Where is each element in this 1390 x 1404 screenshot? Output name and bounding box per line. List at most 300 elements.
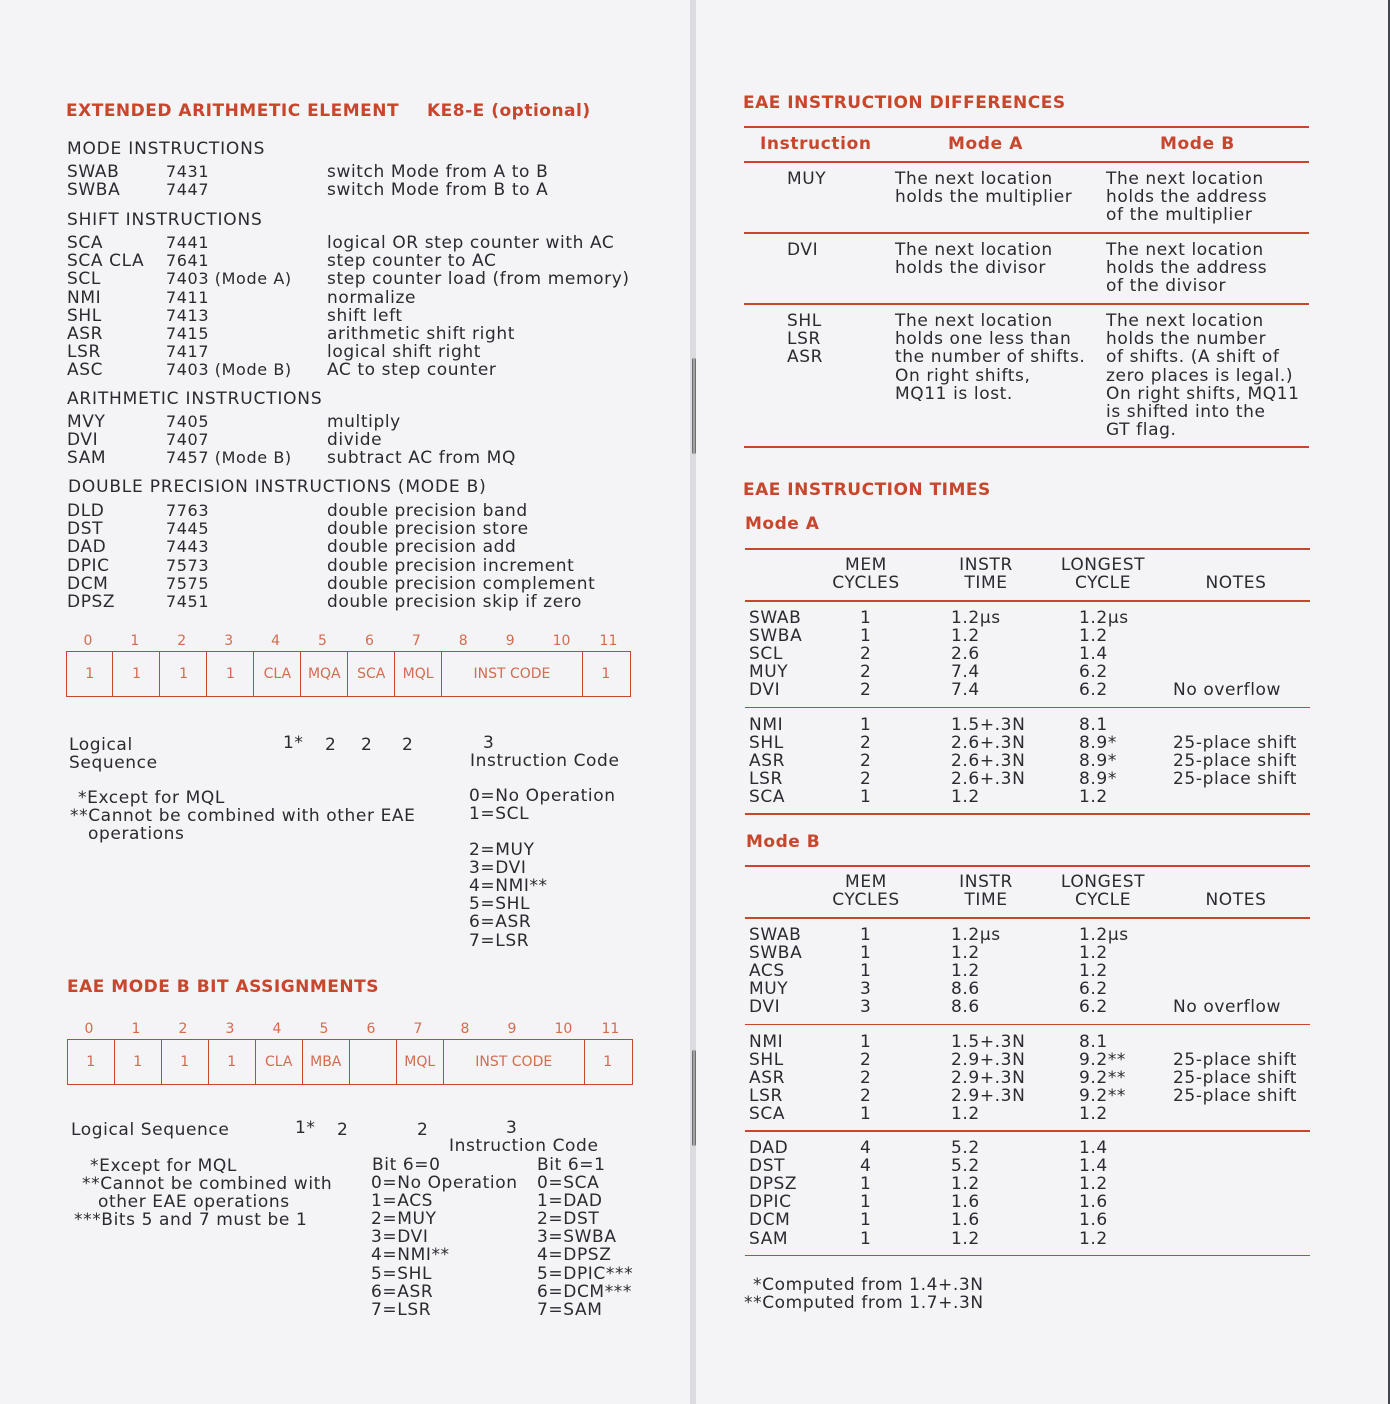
note-b-cannot-combine: **Cannot be combined with [82,1174,333,1194]
sequence-2b: 2 [361,735,373,755]
diff-mode-b: holds the address [1106,258,1268,279]
register-diagram-mode-a [66,651,631,697]
opcode: 7575 [166,573,210,593]
mem-cycles: 1 [860,1174,872,1195]
mnemonic: DLD [67,501,105,521]
mnemonic: DVI [67,430,99,451]
bit-number: 4 [272,1021,282,1037]
diff-mode-b: is shifted into the [1106,402,1266,422]
differences-title: EAE INSTRUCTION DIFFERENCES [743,93,1066,113]
diff-mode-b: The next location [1106,169,1264,189]
mnemonic: DST [67,519,104,540]
note-operations: operations [88,824,185,844]
longest-cycle: 9.2** [1079,1049,1127,1070]
mnemonic: DPSZ [67,592,116,612]
register-cell: INST CODE [444,1040,585,1084]
page-title: EXTENDED ARITHMETIC ELEMENT [66,101,400,121]
mem-cycles: 1 [860,1031,872,1052]
mem-cycles: 2 [860,644,872,665]
bit-number: 0 [83,633,93,649]
code-entry: 5=DPIC*** [537,1263,634,1284]
description: step counter to AC [327,251,497,272]
code-entry: 3=DVI [371,1227,429,1248]
opcode: 7641 [166,251,210,271]
divider [744,126,1309,128]
mem-cycles: 2 [860,662,872,683]
bit-number: 11 [601,1021,620,1037]
opcode: 7403 (Mode B) [166,360,292,380]
op-name: LSR [749,768,783,789]
note-b-other-ops: other EAE operations [98,1192,290,1212]
op-name: SWAB [749,925,802,945]
bit-number: 10 [552,633,571,649]
mnemonic: LSR [67,342,101,363]
longest-cycle: 1.2 [1079,1228,1108,1249]
mem-cycles: 2 [860,680,872,701]
instr-time: 2.6+.3N [951,768,1026,789]
diff-instruction: ASR [787,347,824,368]
bit-number: 4 [271,633,281,649]
bit-number: 8 [458,633,468,649]
opcode: 7411 [166,287,210,307]
opcode: 7457 (Mode B) [166,448,292,468]
description: logical OR step counter with AC [327,233,615,253]
instruction-code-label: Instruction Code [470,751,620,771]
mnemonic: SCA CLA [67,251,145,272]
register-cell: SCA [349,652,395,696]
mnemonic: DAD [67,537,107,558]
mnemonic: SWAB [67,162,120,182]
op-name: ASR [749,1067,786,1088]
description: multiply [327,412,401,432]
bit-number: 2 [177,633,187,649]
mode-instructions-heading: MODE INSTRUCTIONS [67,139,266,159]
bit-number: 3 [225,1021,235,1037]
mnemonic: SCL [67,269,101,290]
header-notes: NOTES [1205,573,1267,593]
longest-cycle: 6.2 [1079,680,1108,701]
code-entry: 5=SHL [371,1263,433,1284]
header-time: TIME [964,890,1008,910]
instr-time: 8.6 [951,979,980,1000]
instr-time: 1.5+.3N [951,1031,1026,1052]
longest-cycle: 1.2 [1079,786,1108,807]
instr-time: 7.4 [951,662,980,683]
longest-cycle: 8.1 [1079,714,1108,735]
code-entry: 7=LSR [469,930,530,951]
op-name: DVI [749,680,781,701]
diff-mode-a: holds the divisor [895,258,1046,279]
mnemonic: SAM [67,448,107,469]
header-instr: INSTR [959,555,1013,575]
diff-mode-a: The next location [895,311,1053,331]
longest-cycle: 8.9* [1079,750,1117,771]
code-entry: 4=NMI** [371,1245,450,1266]
opcode: 7415 [166,324,210,343]
mnemonic: DPIC [67,555,110,576]
instr-time: 1.2 [951,943,980,964]
code-entry: 7=SAM [537,1299,603,1320]
divider [745,548,1310,550]
register-cell: 1 [68,1040,115,1084]
instr-time: 1.2 [951,626,980,647]
op-name: LSR [749,1085,783,1106]
mem-cycles: 1 [860,943,872,964]
register-cell: 1 [208,652,254,696]
code-entry: 2=DST [537,1209,600,1230]
diff-instruction: SHL [787,311,822,331]
note-b-bits-5-7: ***Bits 5 and 7 must be 1 [74,1210,308,1230]
op-name: NMI [749,714,784,735]
times-title: EAE INSTRUCTION TIMES [743,480,991,500]
code-entry: 2=MUY [469,840,535,860]
mem-cycles: 1 [860,608,872,628]
opcode: 7451 [166,592,210,611]
footnote-2: **Computed from 1.7+.3N [744,1293,984,1313]
mem-cycles: 1 [860,1103,872,1124]
arithmetic-instructions-heading: ARITHMETIC INSTRUCTIONS [67,389,323,409]
code-entry: 6=ASR [469,912,532,933]
register-cell: MQL [397,1040,444,1084]
code-entry: 2=MUY [371,1209,437,1230]
opcode: 7441 [166,233,210,252]
opcode: 7407 [166,430,210,450]
bit-number: 1 [131,1021,141,1037]
opcode: 7413 [166,305,210,325]
mode-b-bit-assignments-title: EAE MODE B BIT ASSIGNMENTS [67,977,379,997]
description: normalize [327,287,417,308]
diff-mode-b: The next location [1106,240,1264,260]
instr-time: 2.6 [951,644,980,665]
header-mem: MEM [845,555,887,575]
description: double precision store [327,519,529,540]
diff-mode-b: of the multiplier [1106,205,1253,226]
instr-time: 1.2 [951,1174,980,1195]
divider [745,707,1310,709]
instr-time: 2.9+.3N [951,1049,1026,1070]
divider [745,917,1310,919]
diff-mode-a: On right shifts, [895,365,1031,386]
mem-cycles: 1 [860,1192,872,1213]
register-cell [350,1040,397,1084]
bit-number: 9 [507,1021,517,1037]
sequence-2c: 2 [402,735,414,755]
mnemonic: SCA [67,233,104,253]
header-mem: MEM [845,872,887,892]
longest-cycle: 6.2 [1079,997,1108,1018]
register-cell: MQA [302,652,348,696]
op-name: DAD [749,1138,789,1158]
register-diagram-mode-b [67,1039,633,1085]
instruction-code-b-label: Instruction Code [449,1136,599,1156]
opcode: 7405 [166,412,210,431]
opcode: 7445 [166,519,210,539]
longest-cycle: 8.1 [1079,1031,1108,1052]
sequence-b-3: 3 [506,1118,518,1138]
bit-number: 1 [130,633,140,649]
bit-number: 2 [178,1021,188,1037]
opcode: 7447 [166,180,210,200]
bit6-0-label: Bit 6=0 [372,1155,441,1175]
divider [745,1255,1310,1257]
longest-cycle: 1.2 [1079,1174,1108,1195]
header-cycles: CYCLES [832,573,900,593]
op-name: SCA [749,1103,786,1124]
sequence-1: 1* [283,733,304,753]
col-instruction: Instruction [760,134,872,154]
bit-number: 7 [411,633,421,649]
code-entry: 4=DPSZ [537,1245,612,1266]
header-longest: LONGEST [1060,555,1146,575]
notes: 25-place shift [1173,750,1298,771]
description: subtract AC from MQ [327,448,516,469]
diff-instruction: DVI [787,240,819,260]
mem-cycles: 1 [860,1228,872,1249]
diff-mode-b: zero places is legal.) [1106,365,1294,386]
opcode: 7763 [166,501,210,520]
code-entry: 0=No Operation [469,786,616,806]
opcode: 7417 [166,342,210,362]
note-except-mql: *Except for MQL [78,788,225,808]
sequence-3: 3 [483,733,495,753]
note-cannot-combine: **Cannot be combined with other EAE [70,806,416,826]
notes: 25-place shift [1173,1049,1298,1070]
notes: 25-place shift [1173,732,1298,753]
op-name: DPSZ [749,1174,798,1195]
footnote-1: *Computed from 1.4+.3N [753,1275,984,1295]
description: double precision add [327,537,517,558]
page-title-option: KE8-E (optional) [427,101,591,121]
divider [745,865,1310,867]
mnemonic: DCM [67,573,109,594]
mem-cycles: 4 [860,1156,872,1177]
instr-time: 1.2 [951,1228,980,1249]
diff-mode-a: The next location [895,169,1053,189]
header-cycle: CYCLE [1074,890,1132,910]
op-name: DVI [749,997,781,1018]
description: double precision complement [327,573,596,594]
logical-sequence-label: Logical Sequence [71,1120,230,1140]
diff-instruction: MUY [787,169,827,189]
mem-cycles: 1 [860,925,872,945]
code-entry: 0=No Operation [371,1173,518,1193]
notes: 25-place shift [1173,1085,1298,1106]
diff-mode-b: holds the number [1106,329,1267,350]
longest-cycle: 1.2µs [1079,608,1129,628]
mem-cycles: 4 [860,1138,872,1158]
longest-cycle: 6.2 [1079,662,1108,683]
description: divide [327,430,383,451]
op-name: DPIC [749,1192,792,1213]
op-name: MUY [749,662,789,683]
register-cell: MBA [303,1040,350,1084]
op-name: SHL [749,1049,784,1070]
description: AC to step counter [327,360,497,381]
diff-mode-b: GT flag. [1106,420,1177,441]
bit-number: 7 [413,1021,423,1037]
mnemonic: SWBA [67,180,121,201]
bit-number: 10 [554,1021,573,1037]
sequence-2a: 2 [325,735,337,755]
divider [745,1130,1310,1132]
note-b-except-mql: *Except for MQL [90,1156,237,1176]
divider [744,161,1309,163]
bit-number: 9 [505,633,515,649]
op-name: SAM [749,1228,789,1249]
op-name: ACS [749,961,785,982]
instr-time: 5.2 [951,1156,980,1177]
mode-a-label: Mode A [745,514,820,534]
description: arithmetic shift right [327,324,515,344]
opcode: 7443 [166,537,210,557]
code-entry: 5=SHL [469,894,531,915]
op-name: DCM [749,1210,791,1231]
op-name: SWBA [749,626,803,647]
instr-time: 1.6 [951,1210,980,1231]
longest-cycle: 1.2 [1079,1103,1108,1124]
diff-mode-a: holds the multiplier [895,187,1073,208]
mem-cycles: 2 [860,1067,872,1088]
header-instr: INSTR [959,872,1013,892]
divider [744,303,1309,305]
longest-cycle: 1.6 [1079,1192,1108,1213]
logical-label: Logical [69,735,133,755]
op-name: ASR [749,750,786,771]
longest-cycle: 8.9* [1079,768,1117,789]
diff-mode-a: The next location [895,240,1053,260]
opcode: 7403 (Mode A) [166,269,292,289]
opcode: 7431 [166,162,210,181]
longest-cycle: 1.2 [1079,626,1108,647]
notes: No overflow [1173,997,1282,1018]
instr-time: 1.2 [951,786,980,807]
code-entry: 1=SCL [469,804,530,825]
divider [744,232,1309,234]
mem-cycles: 2 [860,732,872,753]
mem-cycles: 1 [860,714,872,735]
longest-cycle: 1.2 [1079,961,1108,982]
mode-b-label: Mode B [746,832,821,852]
mem-cycles: 1 [860,961,872,982]
instr-time: 1.2 [951,1103,980,1124]
longest-cycle: 8.9* [1079,732,1117,753]
left-page [0,0,690,1404]
right-page [696,0,1388,1404]
code-entry: 3=DVI [469,858,527,879]
mnemonic: SHL [67,305,102,326]
mem-cycles: 1 [860,626,872,647]
register-cell: MQL [395,652,441,696]
description: switch Mode from B to A [327,180,549,201]
instr-time: 1.6 [951,1192,980,1213]
longest-cycle: 1.2µs [1079,925,1129,945]
bit6-1-label: Bit 6=1 [537,1155,606,1175]
description: step counter load (from memory) [327,269,630,290]
mem-cycles: 2 [860,1085,872,1106]
sequence-b-1: 1* [295,1118,316,1138]
header-cycle: CYCLE [1074,573,1132,593]
mem-cycles: 1 [860,1210,872,1231]
col-mode-b: Mode B [1160,134,1235,154]
register-cell: CLA [255,652,301,696]
mnemonic: ASC [67,360,104,381]
instr-time: 1.2µs [951,925,1001,945]
header-cycles: CYCLES [832,890,900,910]
op-name: NMI [749,1031,784,1052]
register-cell: 1 [603,1054,613,1070]
bit-number: 3 [224,633,234,649]
diff-mode-b: of shifts. (A shift of [1106,347,1280,368]
register-cell: 1 [115,1040,162,1084]
diff-mode-a: the number of shifts. [895,347,1086,368]
header-time: TIME [964,573,1008,593]
diff-mode-a: holds one less than [895,329,1072,350]
code-entry: 3=SWBA [537,1227,617,1248]
code-entry: 0=SCA [537,1173,600,1193]
bit-number: 5 [318,633,327,649]
mnemonic: MVY [67,412,106,432]
mnemonic: NMI [67,287,102,308]
longest-cycle: 1.4 [1079,1138,1108,1158]
code-entry: 4=NMI** [469,876,548,897]
register-cell: 1 [601,666,611,682]
divider [744,446,1309,448]
header-notes: NOTES [1205,890,1267,910]
register-cell: INST CODE [442,652,582,696]
op-name: MUY [749,979,789,1000]
register-cell: 1 [114,652,160,696]
mem-cycles: 2 [860,750,872,771]
instr-time: 2.6+.3N [951,732,1026,753]
instr-time: 8.6 [951,997,980,1018]
description: shift left [327,305,403,326]
diff-mode-b: holds the address [1106,187,1268,208]
register-cell: 1 [67,652,113,696]
code-entry: 1=ACS [371,1191,434,1212]
code-entry: 6=DCM*** [537,1281,632,1302]
op-name: SWBA [749,943,803,964]
instr-time: 1.5+.3N [951,714,1026,735]
description: double precision skip if zero [327,592,582,612]
code-entry: 1=DAD [537,1191,603,1212]
header-longest: LONGEST [1060,872,1146,892]
op-name: DST [749,1156,786,1177]
longest-cycle: 1.6 [1079,1210,1108,1231]
bit-number: 8 [460,1021,470,1037]
longest-cycle: 9.2** [1079,1085,1127,1106]
diff-mode-b: The next location [1106,311,1264,331]
code-entry: 7=LSR [371,1299,432,1320]
op-name: SHL [749,732,784,753]
bit-number: 11 [599,633,618,649]
instr-time: 1.2µs [951,608,1001,628]
sequence-b-2a: 2 [337,1120,349,1140]
instr-time: 2.9+.3N [951,1067,1026,1088]
register-cell: CLA [256,1040,303,1084]
mem-cycles: 2 [860,768,872,789]
sequence-b-2b: 2 [417,1120,429,1140]
code-entry: 6=ASR [371,1281,434,1302]
longest-cycle: 1.4 [1079,1156,1108,1177]
longest-cycle: 1.4 [1079,644,1108,665]
longest-cycle: 6.2 [1079,979,1108,1000]
instr-time: 2.6+.3N [951,750,1026,771]
divider [745,1024,1310,1026]
double-precision-heading: DOUBLE PRECISION INSTRUCTIONS (MODE B) [68,477,487,497]
instr-time: 2.9+.3N [951,1085,1026,1106]
diff-mode-b: of the divisor [1106,276,1227,297]
description: logical shift right [327,342,481,363]
